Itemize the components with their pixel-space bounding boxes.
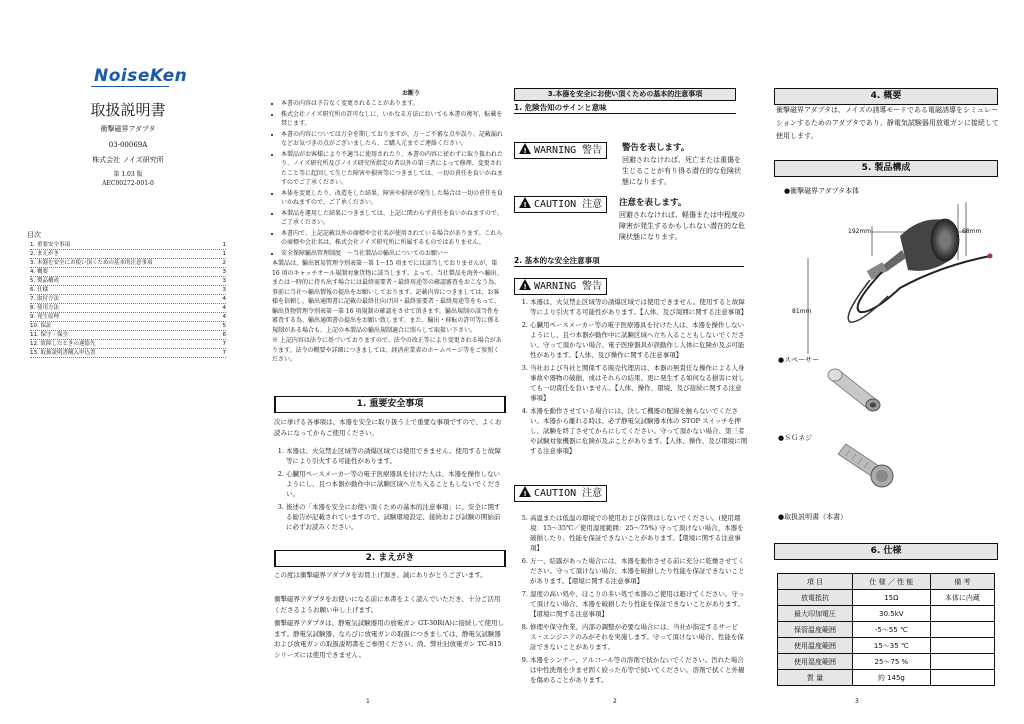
toc-item-page: 3 — [222, 287, 226, 293]
caution-triangle-icon — [519, 197, 531, 208]
toc-item[interactable] — [30, 259, 226, 268]
spec-item: 使用温度範囲 — [778, 638, 853, 654]
toc-item-label: 10. 保証 — [30, 323, 52, 329]
sg-screw-illustration — [830, 440, 900, 500]
spec-item: 保管温度範囲 — [778, 622, 853, 638]
component-spacer: ●スペーサー — [778, 356, 820, 364]
spec-note — [930, 654, 994, 670]
warning-label-2: !WARNING 警告 — [514, 278, 607, 295]
spec-header: 仕 様 ／ 性 能 — [852, 574, 930, 590]
notice-list — [272, 99, 504, 365]
section2-p2: 衝撃磁界アダプタをお使いになる前に本書をよく読んでいただき、十分ご活用くださるようお願い申し上げます。 — [274, 595, 501, 614]
notice-bullet: • 本書の内容については万全を期しておりますが、万一ご不審な点や誤り、記載漏れなどお気づきの点がございましたら、ご購入元までご連絡ください。 — [281, 130, 504, 149]
toc-item-page: 1 — [222, 242, 226, 248]
spec-row — [778, 670, 995, 686]
notice-bullet: • 本製品がお客様により不適当に使用されたり、本書の内容に従わずに取り扱われたり、ノイズ研究所及びノイズ研究所指定の者以外の第三者によって修理、変更されたこと等に起因して生じた障害や損害等につきましては、一切の責任を負いかねますのでご了承ください。 — [281, 150, 504, 188]
notice-bullet: • 本書内で、上記記載以外の商標や会社名が使用されている場合があります。これらの商標や会社名は、株式会社ノイズ研究所に所属するものではありません。 — [281, 229, 504, 248]
section2-title: 2. まえがき — [274, 550, 506, 567]
page-number: 1 — [366, 698, 370, 705]
warning-item: 4. 本器を動作させている場合には、決して機器の配線を触らないでください。本器から離れる時は、必ず静電気試験器本体の STOP スイッチを押し、試験を終了させてからにしてください。守って頂かない場合、第三者や試験対象機器に危険が及ぶことがあります。【人体、操作、及び環境に関する注意事項】 — [530, 406, 748, 456]
logo-underline — [91, 86, 169, 87]
toc-item-label: 13. 取扱説明書購入申込書 — [30, 350, 96, 356]
caution-item: 7. 湿度の高い処や、ほこりの多い処で本器のご使用は避けてください。守って頂けない場合、本器を破損したり性能を保証できないことがあります。【環境に関する注意事項】 — [530, 589, 748, 619]
spec-row — [778, 654, 995, 670]
warning-label: !WARNING 警告 — [514, 142, 607, 159]
caution-head: 注意を表します。 — [619, 198, 687, 208]
toc-item[interactable] — [30, 313, 226, 322]
section1-intro: 次に挙げる各事項は、本器を安全に取り扱う上で重要な事項ですので、よくお読みになってからご使用ください。 — [274, 418, 502, 437]
warning-list — [518, 297, 748, 459]
spec-header: 項 目 — [778, 574, 853, 590]
toc-item[interactable] — [30, 286, 226, 295]
toc-item-page: 4 — [222, 305, 226, 311]
caution-list — [518, 513, 748, 688]
section2-p1: この度は衝撃磁界アダプタをお買上げ頂き、誠にありがとうございます。 — [274, 571, 487, 579]
caution-label-2: !CAUTION 注意 — [514, 485, 607, 502]
section3-sub1: 1. 危険告知のサインと意味 — [514, 102, 736, 114]
spec-item: 最大印加電圧 — [778, 606, 853, 622]
toc-item[interactable] — [30, 277, 226, 286]
spec-table — [777, 573, 995, 686]
toc-item[interactable] — [30, 340, 226, 349]
warning-triangle-icon — [519, 279, 531, 290]
toc-item-page: 7 — [222, 350, 226, 356]
section4-title: 4. 概要 — [774, 88, 998, 105]
export-text: 本製品は、輸出貿易管理令別表第一第 1〜15 項までには該当しておりませんが、第 16 項のキャッチオール規制対象貨物に該当します。よって、当社製品を海外へ輸出、または一時的に持ち出す場合には最終需要者・最終用途等の確認審査をおこなう為、事前に当社へ輸出情報の提出をお願いしております。記載内容につきましては、お客様を信頼し、輸出通関書に記載の最終仕向け国・最終需要者・最終用途等をもって、輸出貨物管理令別表第一第 16 項規制の確認をさせて頂きます。輸出規制の該当性を審査する為、輸出通関書の提出をお願い致します。また、輸出・移転の許可等に係る規制がある場合も、上記の本製品の輸出規制適合に照らして取扱い下さい。 — [272, 260, 503, 334]
toc-item-label: 7. 取付方法 — [30, 296, 59, 302]
document-title: 取扱説明書 — [90, 101, 166, 119]
section1-title: 1. 重要安全事項 — [274, 396, 506, 413]
toc-item-label: 5. 製品構成 — [30, 278, 59, 284]
doc-code: AEC00272-001-0 — [102, 180, 154, 187]
component-sg-screw: ●ＳＧネジ — [778, 434, 813, 442]
toc-item[interactable] — [30, 268, 226, 277]
safety-item: 1. 本器は、火気禁止区域等の誘爆区域では使用できません。使用すると故障等により引火する可能性があります。 — [286, 446, 506, 466]
section6-title: 6. 仕様 — [774, 543, 998, 560]
toc-item-page: 6 — [222, 332, 226, 338]
adapter-illustration — [790, 196, 1000, 366]
toc-item-label: 8. 使用方法 — [30, 305, 59, 311]
toc-item-page: 4 — [222, 296, 226, 302]
section5-title: 5. 製品構成 — [774, 160, 998, 177]
toc-heading: 目次 — [27, 231, 41, 239]
export-footnote: ※ 上記内容は法令に基づいておりますので、法令の改正等により変更される場合があります。法令の概要や詳細につきましては、経済産業省のホームページ等をご参照ください。 — [272, 337, 502, 363]
notice-bullet: • 本製品を運用した結果につきましては、上記に関わらず責任を負いかねますので、ご了承ください。 — [281, 209, 504, 228]
toc-item-page: 5 — [222, 323, 226, 329]
notice-bullet: • 株式会社ノイズ研究所の許可なしに、いかなる方法においても本書の複写、転載を禁じます。 — [281, 110, 504, 129]
spec-row — [778, 638, 995, 654]
spec-spec: 15〜35 ℃ — [852, 638, 930, 654]
dim-height: 81mm — [792, 308, 812, 315]
spec-spec: 15Ω — [852, 590, 930, 606]
spec-note — [930, 670, 994, 686]
caution-label: !CAUTION 注意 — [514, 196, 607, 213]
toc-item-label: 2. まえがき — [30, 251, 59, 257]
dim-diameter: 68mm — [962, 228, 982, 235]
spec-spec: 約 145g — [852, 670, 930, 686]
spec-note: 本体に内蔵 — [930, 590, 994, 606]
warning-item: 3. 当社および当社と関係する販売代理店は、本器の無責任な操作による人身事故や器物の破損、或はそれらの結果、更に発生する如何なる損害に対しても一切責任を負いません。【人体、操作、環境、及び接続に関する注意事項】 — [530, 363, 748, 403]
toc-item-label: 9. 発生原理 — [30, 314, 59, 320]
warning-item: 2. 心臓用ペースメーカー等の電子医療器具を付けた人は、本器を操作しないようにし、且つ本器が動作中に試験区域へ立ち入ることもしないでください。守って頂かない場合、電子医療器具が誤動作し人体に危険が及ぶ可能性があります。【人体、及び操作に関する注意事項】 — [530, 320, 748, 360]
toc-item-page: 2 — [222, 260, 226, 266]
toc-item-page: 1 — [222, 251, 226, 257]
warning-head: 警告を表します。 — [622, 143, 690, 153]
spec-item: 使用湿度範囲 — [778, 654, 853, 670]
toc-item[interactable] — [30, 241, 226, 250]
spec-spec: 30.5kV — [852, 606, 930, 622]
section3-sub2: 2. 基本的な安全注意事項 — [514, 255, 744, 267]
toc-item-label: 1. 重要安全事項 — [30, 242, 70, 248]
spec-item: 放電抵抗 — [778, 590, 853, 606]
spec-row — [778, 606, 995, 622]
spacer-illustration — [820, 367, 890, 427]
spec-note — [930, 606, 994, 622]
notice-bullet: • 本書の内容は予告なく変更されることがあります。 — [281, 99, 504, 109]
toc-item-label: 4. 概要 — [30, 269, 48, 275]
spec-row — [778, 622, 995, 638]
caution-text: 回避されなければ、軽傷または中程度の障害が発生するかもしれない潜在的な危険状態になります。 — [619, 211, 745, 241]
spec-note — [930, 622, 994, 638]
section3-title: 3.本器を安全にお使い頂くための基本的注意事項 — [514, 88, 736, 101]
page-number: 2 — [613, 698, 617, 705]
section2-p3: 衝撃磁界アダプタは、静電気試験器用の放電ガン GT-30R(A)に接続して使用します。静電気試験器、ならびに放電ガンの取扱につきましては、静電気試験器および放電ガンの取扱説明書をご参照ください。尚、弊社旧放電ガン TC-815 シリーズには使用できません。 — [274, 619, 504, 659]
notice-bullet: • 安全保障輸出管理制度 〜当社製品の輸出についてのお願い〜 — [281, 249, 504, 259]
spec-note — [930, 638, 994, 654]
toc-item[interactable] — [30, 331, 226, 340]
caution-triangle-icon — [519, 486, 531, 497]
component-main: ●衝撃磁界アダプタ本体 — [784, 187, 860, 195]
toc-item[interactable] — [30, 250, 226, 259]
toc-item[interactable] — [30, 304, 226, 313]
spec-header: 備 考 — [930, 574, 994, 590]
toc-item[interactable] — [30, 349, 226, 358]
dim-width: 192mm — [848, 228, 872, 235]
notice-bullet: • 本体を変更したり、改造をした結果、障害や損害が発生した場合は一切の責任を負いかねますので、ご了承ください。 — [281, 189, 504, 208]
page-number: 3 — [855, 698, 859, 705]
spec-row — [778, 590, 995, 606]
safety-item: 3. 後述の「本器を安全にお使い頂くための基本的注意事項」に、安全に関する勧告が記載されていますので、試験環境設定、接続および試験の開始前に必ずお読みください。 — [286, 502, 506, 532]
caution-item: 6. 万一、結露があった場合には、本器を動作させる前に充分に乾燥させてください。守って頂けない場合、本器を破損したり性能を保証できないことがあります。【環境に関する注意事項】 — [530, 556, 748, 586]
toc-item-label: 11. 保守・保全 — [30, 332, 68, 338]
noiseken-logo: NoiseKen — [94, 66, 188, 86]
caution-item: 5. 高温または低温の環境での使用および保管はしないでください。(使用環境：15〜35℃／使用湿度範囲：25〜75%) 守って頂けない場合、本器を破損したり、性能を保証できないことがあります。【環境に関する注意事項】 — [530, 513, 748, 553]
edition: 第 1.03 版 — [113, 171, 143, 178]
toc-item-label: 12. 故障したときの連絡先 — [30, 341, 96, 347]
toc-item-page: 4 — [222, 314, 226, 320]
spec-item: 質 量 — [778, 670, 853, 686]
company-name: 株式会社 ノイズ研究所 — [92, 156, 164, 164]
toc-item-page: 7 — [222, 341, 226, 347]
toc-item-page: 3 — [222, 278, 226, 284]
table-of-contents — [30, 241, 226, 358]
spec-spec: -5〜55 ℃ — [852, 622, 930, 638]
section4-text: 衝撃磁界アダプタは、ノイズの誘導モードである電磁誘導をシミュレーションするためのアダプタであり、静電気試験器用放電ガンに接続して使用します。 — [776, 106, 999, 140]
product-name: 衝撃磁界アダプタ — [100, 125, 156, 133]
notice-heading: お断り — [402, 90, 421, 97]
model-number: 03-00069A — [108, 141, 148, 149]
safety-item: 2. 心臓用ペースメーカー等の電子医療器具を付けた人は、本器を操作しないようにし、且つ本器が動作中に試験区域へ立ち入ることもしないでください。 — [286, 469, 506, 499]
component-manual: ●取扱説明書（本書） — [778, 513, 848, 521]
toc-item-page: 3 — [222, 269, 226, 275]
warning-text: 回避されなければ、死亡または重傷を生じることが有り得る潜在的な危険状態になります。 — [622, 156, 741, 186]
warning-triangle-icon — [519, 143, 531, 154]
toc-item-label: 3. 本器を安全にお使い頂くための基本的注意事項 — [30, 260, 153, 266]
caution-item: 8. 修理や保守作業、内部の調整が必要な場合には、当社が指定するサービス・エンジニアのみがそれを実施します。守って頂けない場合、性能を保証できないことがあります。 — [530, 622, 748, 652]
warning-item: 1. 本器は、火気禁止区域等の誘爆区域では使用できません。使用すると故障等により引火する可能性があります。【人体、及び周囲に関する注意事項】 — [530, 297, 748, 317]
toc-item-label: 6. 仕様 — [30, 287, 48, 293]
toc-item[interactable] — [30, 295, 226, 304]
caution-item: 9. 本器をシンナー、アルコール等の溶剤で拭かないでください。汚れた場合は中性洗剤を少ませ固く絞った布等で拭いてください。溶剤で拭くと外観を傷めることがあります。 — [530, 655, 748, 685]
toc-item[interactable] — [30, 322, 226, 331]
spec-spec: 25〜75 % — [852, 654, 930, 670]
section1-list — [274, 446, 506, 535]
